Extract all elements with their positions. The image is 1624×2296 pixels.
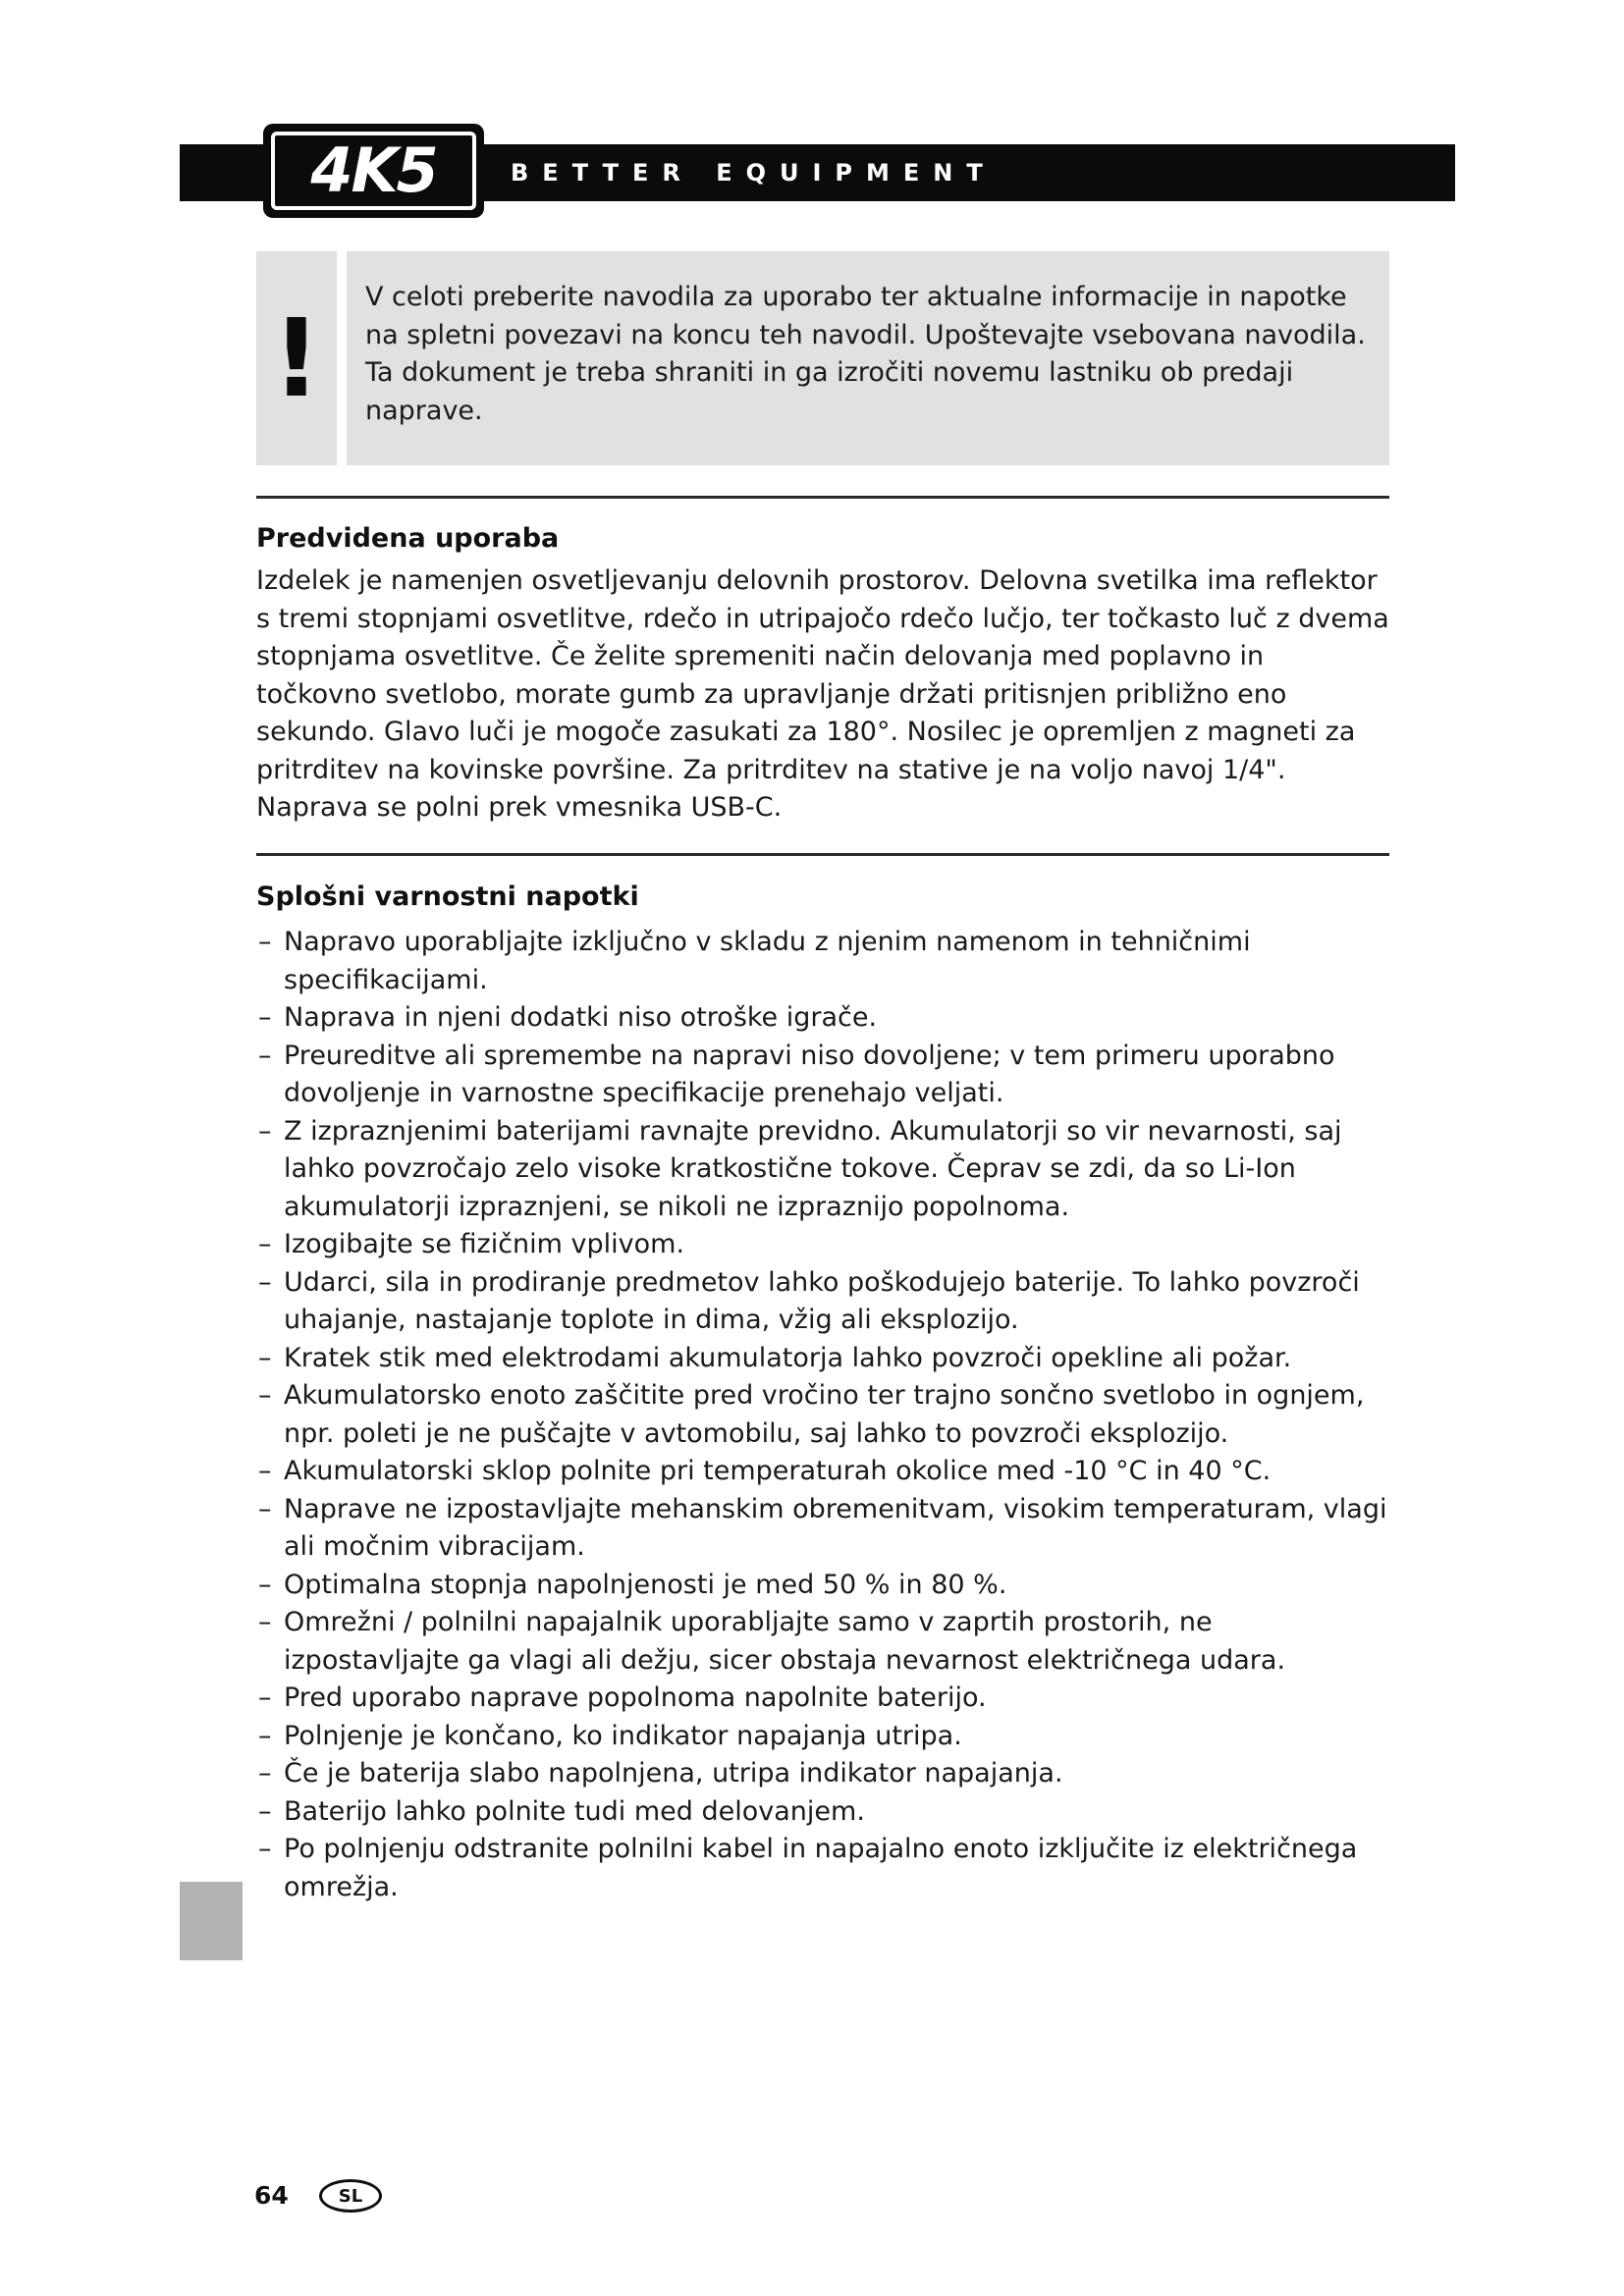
notice-panel bbox=[347, 251, 1389, 465]
brand-logo bbox=[263, 124, 484, 218]
intended-use-text: Izdelek je namenjen osvetljevanju delovnih prostorov. Delovna svetilka ima reflektor s tremi stopnjami osvetlitve, rdečo in utripajočo rdečo lučjo, ter točkasto luč z dvema stopnjama osvetlitve. Če želite spremeniti način delovanja med poplavno in točkovno svetlobo, morate gumb za upravljanje držati pritisnjen približno eno sekundo. Glavo luči je mogoče zasukati za 180°. Nosilec je opremljen z magneti za pritrditev na kovinske površine. Za pritrditev na stative je na voljo navoj 1/4". Naprava se polni prek vmesnika USB-C. bbox=[256, 565, 1389, 823]
list-item: – Pred uporabo naprave popolnoma napolnite baterijo. bbox=[258, 1682, 987, 1713]
margin-tab bbox=[180, 1882, 243, 1960]
page-number: 64 bbox=[254, 2181, 289, 2210]
divider bbox=[256, 853, 1389, 856]
list-item: – Naprave ne izpostavljajte mehanskim obremenitvam, visokim temperaturam, vlagi ali močnim vibracijam. bbox=[258, 1493, 1387, 1562]
list-item: – Po polnjenju odstranite polnilni kabel in napajalno enoto izključite iz električnega omrežja. bbox=[258, 1834, 1358, 1902]
list-item: – Izogibajte se fizičnim vplivom. bbox=[258, 1229, 685, 1259]
list-item: – Omrežni / polnilni napajalnik uporabljajte samo v zaprtih prostorih, ne izpostavljajte ga vlagi ali dežju, sicer obstaja nevarnost električnega udara. bbox=[258, 1607, 1286, 1676]
list-item: – Udarci, sila in prodiranje predmetov lahko poškodujejo baterije. To lahko povzroči uhajanje, nastajanje toplote in dima, vžig ali eksplozijo. bbox=[258, 1266, 1360, 1335]
list-item: – Če je baterija slabo napolnjena, utripa indikator napajanja. bbox=[258, 1758, 1063, 1789]
list-item: – Z izpraznjenimi baterijami ravnajte previdno. Akumulatorji so vir nevarnosti, saj lahko povzročajo zelo visoke kratkostične tokove. Čeprav se zdi, da so Li-Ion akumulatorji izpraznjeni, se nikoli ne izpraznijo popolnoma. bbox=[258, 1115, 1342, 1222]
list-item: – Naprava in njeni dodatki niso otroške igrače. bbox=[258, 1002, 878, 1033]
list-item: – Akumulatorski sklop polnite pri temperaturah okolice med -10 °C in 40 °C. bbox=[258, 1456, 1272, 1486]
list-item: – Akumulatorsko enoto zaščitite pred vročino ter trajno sončno svetlobo in ognjem, npr. poleti je ne puščajte v avtomobilu, saj lahko to povzroči eksplozijo. bbox=[258, 1380, 1365, 1449]
brand-tagline: BETTER EQUIPMENT bbox=[511, 159, 997, 187]
notice-text: V celoti preberite navodila za uporabo ter aktualne informacije in napotke na spletni povezavi na koncu teh navodil. Upoštevajte vsebovana navodila. Ta dokument je treba shraniti in ga izročiti novemu lastniku ob predaji naprave. bbox=[365, 282, 1366, 426]
intended-use-title: Predvidena uporaba bbox=[256, 523, 560, 554]
list-item: – Polnjenje je končano, ko indikator napajanja utripa. bbox=[258, 1720, 962, 1751]
list-item: – Optimalna stopnja napolnjenosti je med 50 % in 80 %. bbox=[258, 1569, 1007, 1600]
language-badge bbox=[319, 2179, 382, 2213]
list-item: – Kratek stik med elektrodami akumulatorja lahko povzroči opekline ali požar. bbox=[258, 1342, 1292, 1373]
divider bbox=[256, 496, 1389, 499]
logo-text: 4K5 bbox=[310, 134, 437, 206]
safety-title: Splošni varnostni napotki bbox=[256, 881, 639, 912]
exclamation-icon: ! bbox=[271, 295, 322, 421]
language-code: SL bbox=[338, 2185, 363, 2207]
list-item: – Baterijo lahko polnite tudi med delovanjem. bbox=[258, 1795, 865, 1827]
list-item: – Preureditve ali spremembe na napravi niso dovoljene; v tem primeru uporabno dovoljenje in varnostne specifikacije prenehajo veljati. bbox=[258, 1040, 1335, 1108]
list-item: – Napravo uporabljajte izključno v skladu z njenim namenom in tehničnimi specifikacijami. bbox=[258, 927, 1251, 995]
notice-icon-panel bbox=[256, 251, 337, 465]
logo-frame bbox=[271, 132, 476, 210]
safety-list bbox=[256, 924, 1395, 1906]
